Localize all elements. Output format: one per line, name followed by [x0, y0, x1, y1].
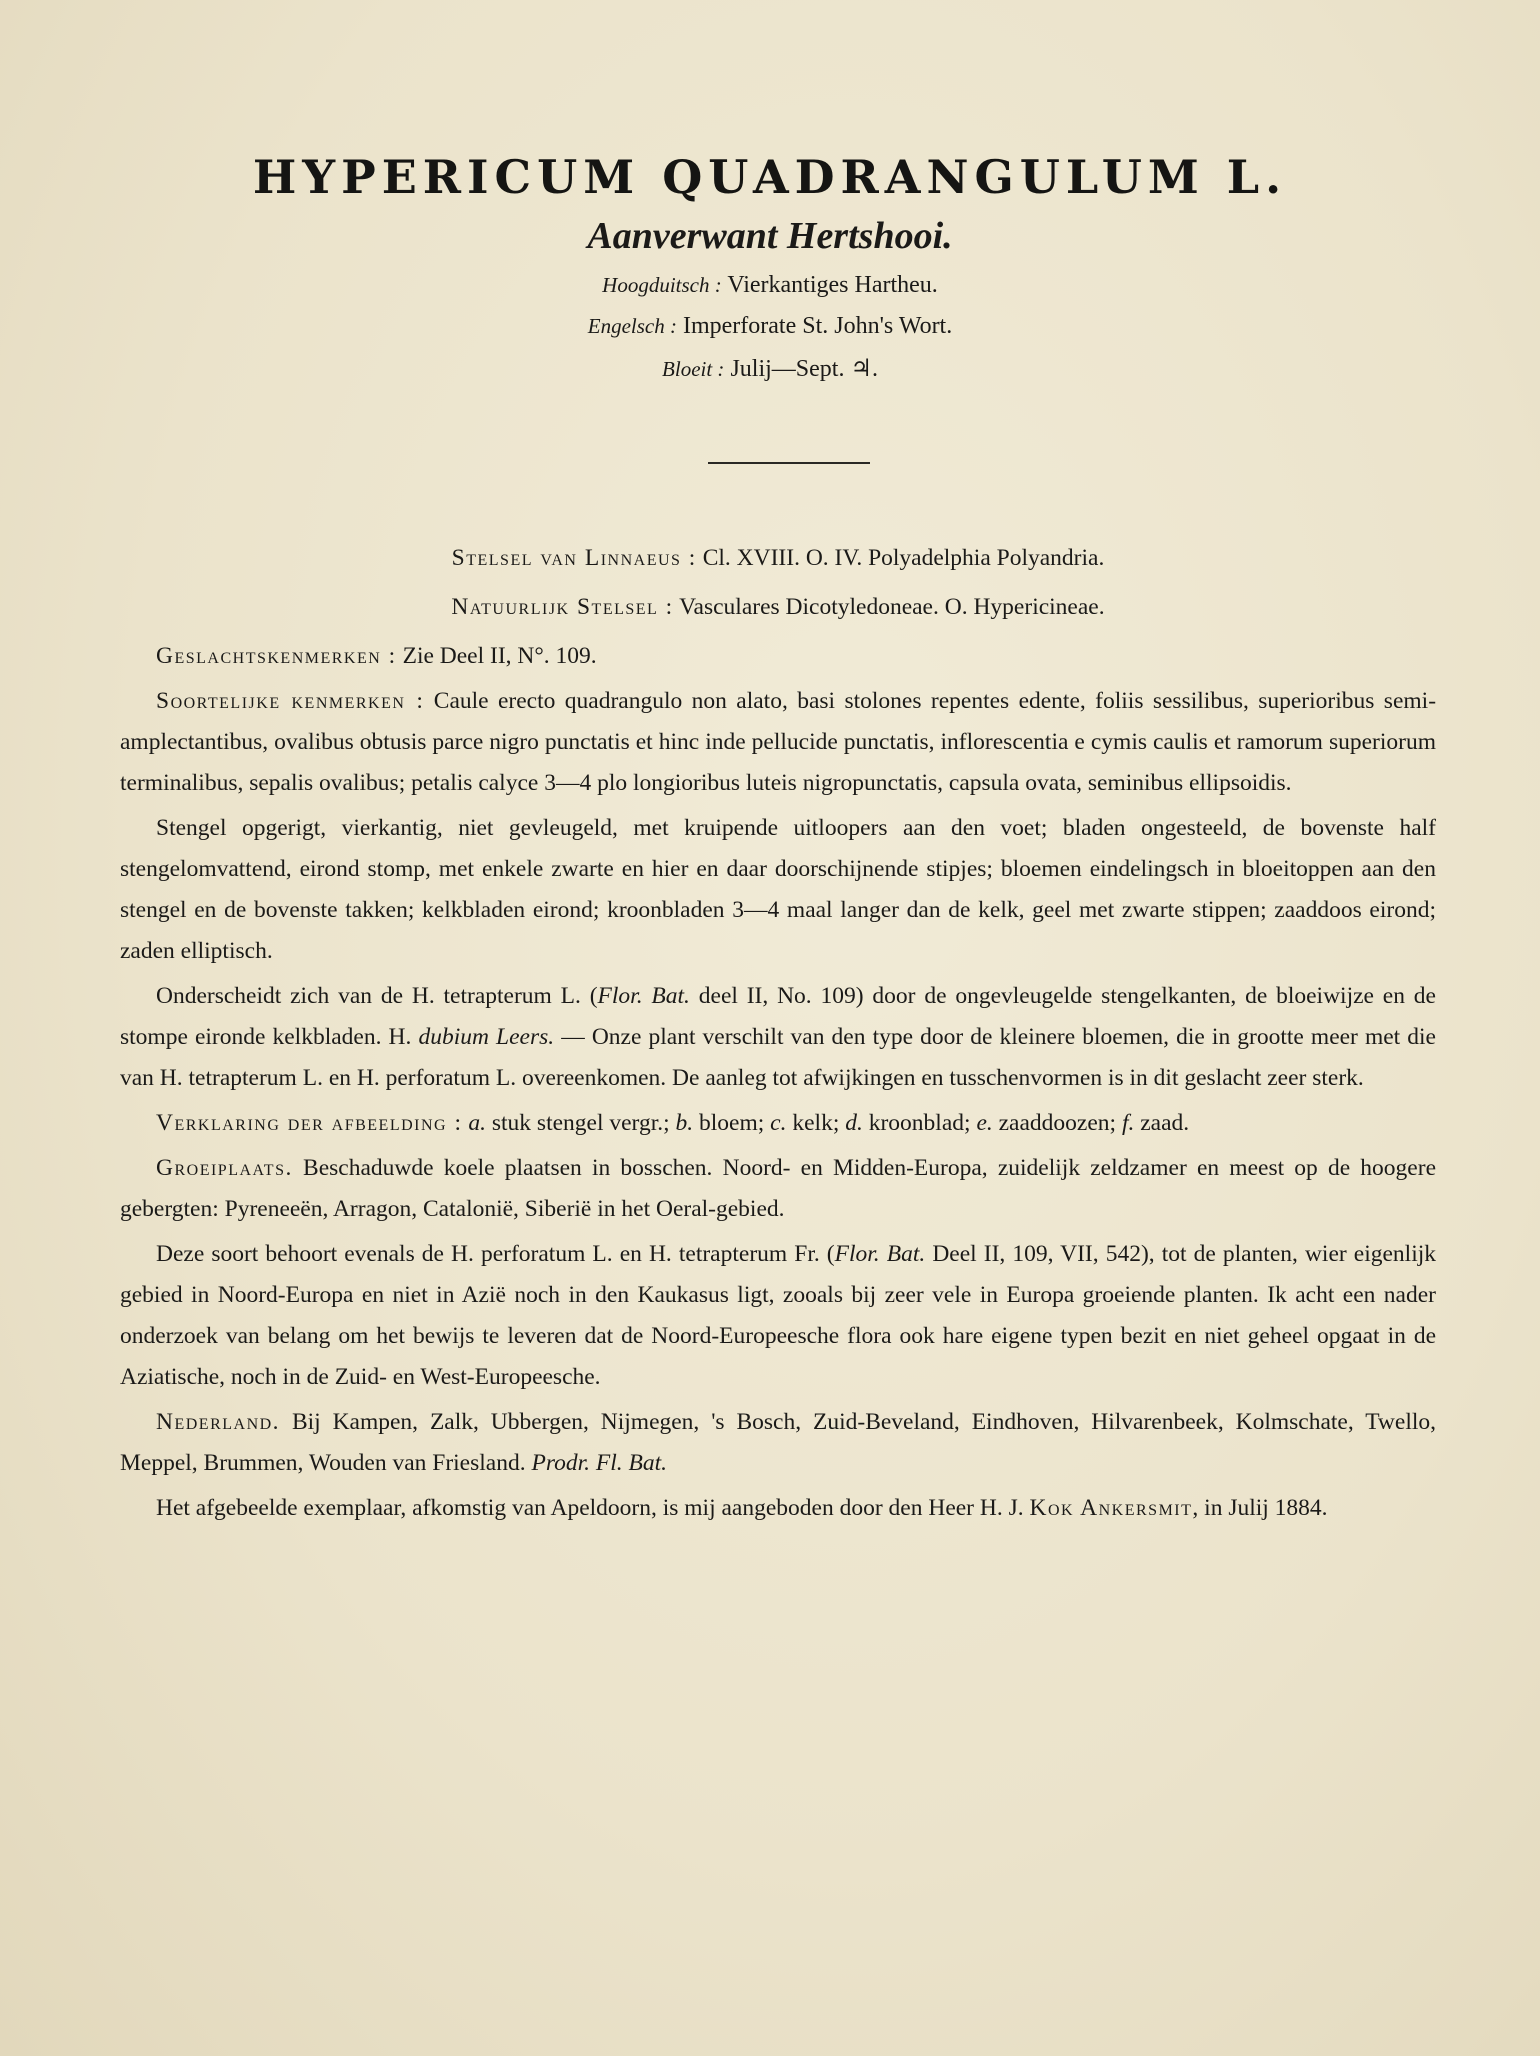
synonym-label: Engelsch : [587, 314, 677, 338]
figure-text: zaaddoozen; [992, 1110, 1122, 1136]
text-span: Deel II, 109, VII, 542), tot de planten, wier eigenlijk gebied in Noord-Europa en niet in Azië noch in den Kaukasus ligt, zooals bij zeer vele in Europa groeiende planten. Ik acht een nader onderzoek van belang om het bewijs te leveren dat de Noord-Europeesche flora ook hare eigene typen bezit en niet geheel opgaat in de Aziatische, noch in de Zuid- en West-Europeesche. [120, 1241, 1436, 1390]
section-label: Geslachtskenmerken : [156, 643, 397, 669]
section-text: Beschaduwde koele plaatsen in bosschen. Noord- en Midden-Europa, zuidelijk zeldzamer en meest op de hoogere gebergten: Pyreneeën, Arragon, Catalonië, Siberië in het Oeral-gebied. [120, 1155, 1436, 1222]
section-label: Nederland. [156, 1409, 281, 1435]
groeiplaats [120, 1148, 1436, 1230]
dutch-name: Aanverwant Hertshooi. [587, 215, 953, 257]
text-span: Het afgebeelde exemplaar, afkomstig van Apeldoorn, is mij aangeboden door den Heer H. J. [156, 1495, 1030, 1521]
section-label: Groeiplaats. [156, 1155, 293, 1181]
synonym-german [0, 272, 1540, 299]
geslachtskenmerken [120, 636, 1436, 677]
onderscheidt-paragraph [120, 976, 1436, 1099]
description-body [120, 538, 1436, 1533]
nederland [120, 1402, 1436, 1484]
text-span: deel II, No. 109) door de ongevleugelde stengelkanten, de bloeiwijze en de stompe eironde kelkbladen. H. [120, 983, 1436, 1050]
synonym-value: Imperforate St. John's Wort. [682, 313, 953, 339]
species-title: HYPERICUM QUADRANGULUM L. [252, 150, 1288, 204]
text-span: — Onze plant verschilt van den type door de kleinere bloemen, die in grootte meer met die van H. tetrapterum L. en H. perforatum L. overeenkomen. De aanleg tot afwijkingen en tusschenvormen is in dit geslacht zeer sterk. [120, 1024, 1436, 1091]
figure-letter: f. [1121, 1110, 1135, 1136]
section-label: Verklaring der afbeelding : [156, 1110, 463, 1136]
divider-rule [708, 462, 870, 464]
figure-letter: c. [770, 1110, 787, 1136]
reference: Prodr. Fl. Bat. [531, 1450, 668, 1476]
synonym-english [0, 313, 1540, 340]
text-span: Deze soort behoort evenals de H. perforatum L. en H. tetrapterum Fr. ( [156, 1241, 835, 1267]
figure-letter: a. [468, 1110, 486, 1136]
figure-letter: d. [845, 1110, 863, 1136]
stelsel-linnaeus [120, 538, 1436, 579]
synonym-value: Vierkantiges Hartheu. [727, 272, 938, 298]
header [0, 150, 1540, 383]
figure-text: kelk; [786, 1110, 846, 1136]
figure-letter: e. [976, 1110, 993, 1136]
natuurlijk-stelsel [120, 587, 1436, 628]
soortelijke-kenmerken [120, 681, 1436, 804]
figure-text: zaad. [1134, 1110, 1190, 1136]
figure-text: bloem; [693, 1110, 771, 1136]
stengel-paragraph: Stengel opgerigt, vierkantig, niet gevleugeld, met kruipende uitloopers aan den voet; bladen ongesteeld, de bovenste half stengelomvattend, eirond stomp, met enkele zwarte en hier en daar doorschijnende stipjes; bloemen eindelingsch in bloeitoppen aan den stengel en de bovenste takken; kelkbladen eirond; kroonbladen 3—4 maal langer dan de kelk, geel met zwarte stippen; zaaddoos eirond; zaden elliptisch. [120, 815, 1436, 964]
deze-soort-paragraph [120, 1234, 1436, 1398]
figure-letter: b. [675, 1110, 694, 1136]
flowering-period [0, 354, 1540, 383]
afgebeelde-paragraph [120, 1488, 1436, 1529]
section-text: Vasculares Dicotyledoneae. O. Hypericineae. [679, 594, 1105, 620]
figure-text: kroonblad; [862, 1110, 977, 1136]
section-text: Zie Deel II, N°. 109. [402, 643, 597, 669]
reference: Flor. Bat. [597, 983, 690, 1009]
text-span: , in Julij 1884. [1192, 1495, 1328, 1521]
section-text: Caule erecto quadrangulo non alato, basi stolones repentes edente, foliis sessilibus, superioribus semi-amplectantibus, ovalibus obtusis parce nigro punctatis et hinc inde pellucide punctatis, inflorescentia e cymis caulis et ramorum superiorum terminalibus, sepalis ovalibus; petalis calyce 3—4 plo longioribus luteis nigropunctatis, capsula ovata, seminibus ellipsoidis. [120, 688, 1437, 796]
reference: dubium Leers. [418, 1024, 555, 1050]
verklaring-afbeelding [120, 1103, 1436, 1144]
synonym-value: Julij—Sept. ♃. [730, 356, 878, 382]
section-label: Natuurlijk Stelsel : [451, 594, 674, 620]
reference: Flor. Bat. [834, 1241, 926, 1267]
synonym-label: Bloeit : [662, 357, 725, 381]
section-label: Stelsel van Linnaeus : [451, 545, 697, 571]
text-span: Onderscheidt zich van de H. tetrapterum L. ( [156, 983, 598, 1009]
section-text: Cl. XVIII. O. IV. Polyadelphia Polyandria. [702, 545, 1105, 571]
section-label: Soortelijke kenmerken : [156, 688, 425, 714]
figure-text: stuk stengel vergr.; [486, 1110, 676, 1136]
synonym-label: Hoogduitsch : [602, 273, 722, 297]
section-text: Bij Kampen, Zalk, Ubbergen, Nijmegen, 's Bosch, Zuid-Beveland, Eindhoven, Hilvarenbeek, Kolmschate, Twello, Meppel, Brummen, Wouden van Friesland. [120, 1409, 1436, 1476]
donor-name: Kok Ankersmit [1029, 1495, 1193, 1521]
